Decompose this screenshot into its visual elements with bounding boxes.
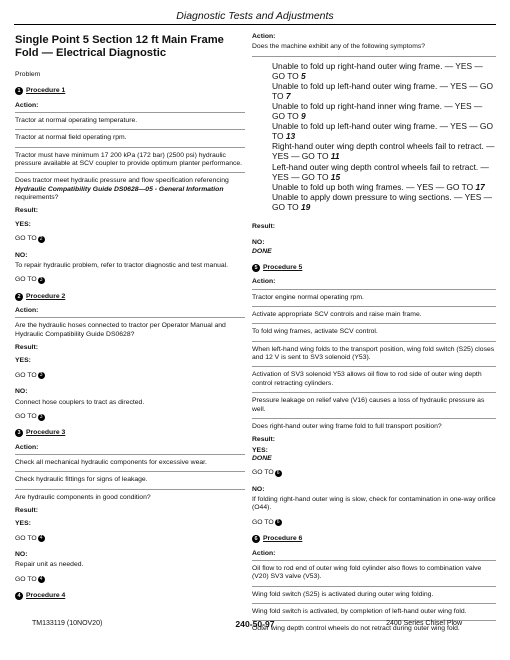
- divider: [252, 306, 496, 307]
- symptom-question: Does the machine exhibit any of the following symptoms?: [252, 43, 426, 51]
- goto-number: 11: [330, 151, 340, 162]
- procedure-4-heading: [15, 592, 245, 600]
- divider: [252, 366, 496, 367]
- action-step: Activation of SV3 solenoid Y53 allows oil flow to rod side of outer wing depth control retracting cylinders.: [252, 371, 482, 387]
- divider: [252, 603, 496, 604]
- action-step: Tractor at normal field operating rpm.: [15, 134, 127, 142]
- goto-text: GO TO: [15, 371, 37, 379]
- action-text: requirements?: [15, 194, 59, 202]
- goto-text: GO TO: [252, 469, 274, 477]
- symptom-item[interactable]: [252, 162, 496, 182]
- done-text: DONE: [252, 455, 272, 462]
- action-step: Outer wing depth control wheels do not retract during outer wing fold.: [252, 625, 460, 633]
- action-label: Action:: [252, 549, 276, 557]
- action-step: Check all mechanical hydraulic components for excessive wear.: [15, 458, 207, 466]
- guide-reference-link[interactable]: Hydraulic Compatibility Guide DS0628—05 - General Information: [15, 185, 224, 193]
- divider: [252, 323, 496, 324]
- goto-link[interactable]: [15, 276, 245, 284]
- divider: [15, 489, 245, 490]
- no-text: If folding right-hand outer wing is slow, check for contamination in one-way orifice (O44).: [252, 496, 496, 512]
- symptom-text: Unable to fold up left-hand outer wing frame. — YES — GO TO: [272, 80, 493, 101]
- divider: [252, 418, 496, 419]
- procedure-5-heading: [252, 264, 496, 272]
- result-label: Result:: [252, 436, 276, 444]
- divider: [252, 586, 496, 587]
- footer-product-name: 2400 Series Chisel Plow: [386, 620, 462, 627]
- goto-number-badge: 4: [38, 535, 45, 542]
- procedure-6-heading: [252, 535, 496, 543]
- goto-text: GO TO: [15, 235, 37, 243]
- no-text: Connect hose couplers to tract as directed.: [15, 398, 145, 406]
- section-title: Single Point 5 Section 12 ft Main Frame Fold — Electrical Diagnostic: [15, 34, 224, 60]
- divider: [15, 112, 245, 113]
- divider: [15, 129, 245, 130]
- goto-number-badge: 4: [38, 576, 45, 583]
- no-text: To repair hydraulic problem, refer to tractor diagnostic and test manual.: [15, 261, 229, 269]
- goto-number: 17: [475, 181, 485, 192]
- goto-number-badge: 2: [38, 236, 45, 243]
- divider: [15, 172, 245, 173]
- divider: [252, 56, 496, 57]
- action-label: Action:: [252, 278, 276, 286]
- yes-label: YES:: [252, 446, 268, 454]
- action-step: [15, 177, 245, 202]
- result-label: Result:: [15, 207, 39, 215]
- symptom-item[interactable]: [252, 141, 496, 161]
- symptom-text: Unable to apply down pressure to wing sections. — YES — GO TO: [272, 191, 493, 212]
- goto-number: 7: [285, 90, 291, 101]
- goto-text: GO TO: [252, 518, 274, 526]
- action-step: Are the hydraulic hoses connected to tractor per Operator Manual and Hydraulic Compatibility Guide DS0628?: [15, 322, 226, 338]
- symptom-item[interactable]: [252, 192, 496, 212]
- action-step: Tractor at normal operating temperature.: [15, 116, 138, 124]
- action-label: Action:: [252, 33, 276, 40]
- action-step: Does right-hand outer wing frame fold to full transport position?: [252, 422, 442, 430]
- page-header: Diagnostic Tests and Adjustments: [176, 10, 334, 22]
- goto-number: 19: [301, 201, 311, 212]
- action-step: Wing fold switch (S25) is activated during outer wing folding.: [252, 590, 434, 598]
- symptom-item[interactable]: [252, 81, 496, 101]
- footer-page-number: 240-50-97: [235, 619, 275, 629]
- action-step: Are hydraulic components in good condition?: [15, 493, 151, 501]
- goto-link[interactable]: [15, 235, 245, 243]
- symptom-item[interactable]: [252, 101, 496, 121]
- goto-text: GO TO: [15, 276, 37, 284]
- goto-number-badge: 6: [275, 470, 282, 477]
- divider: [15, 147, 245, 148]
- action-label: Action:: [15, 306, 39, 314]
- procedure-2-heading: [15, 293, 245, 301]
- yes-label: YES:: [15, 357, 31, 365]
- symptom-text: Unable to fold up right-hand inner wing frame. — YES — GO TO: [272, 101, 483, 122]
- action-step: To fold wing frames, activate SCV control.: [252, 328, 378, 336]
- yes-label: YES:: [15, 220, 31, 228]
- goto-number: 15: [330, 171, 341, 182]
- goto-link[interactable]: [15, 535, 245, 543]
- divider: [15, 317, 245, 318]
- goto-number-badge: 6: [275, 519, 282, 526]
- symptom-text: Unable to fold up left-hand outer wing frame. — YES — GO TO: [272, 121, 493, 142]
- symptom-text: Right-hand outer wing depth control wheels fail to retract. —YES — GO TO: [272, 141, 495, 162]
- procedure-1-heading: [15, 87, 245, 95]
- symptom-item[interactable]: [252, 121, 496, 141]
- action-step: When left-hand wing folds to the transport position, wing fold switch (S25) closes and 12 V is sent to SV3 solenoid (Y53).: [252, 345, 495, 362]
- action-step: Activate appropriate SCV controls and raise main frame.: [252, 311, 422, 319]
- spacer: [252, 212, 496, 218]
- no-text: Repair unit as needed.: [15, 561, 84, 569]
- left-column: [15, 30, 245, 607]
- footer-doc-id: TM133119 (10NOV20): [32, 620, 103, 627]
- procedure-number-badge: 5: [252, 264, 260, 272]
- symptom-item[interactable]: [252, 61, 496, 81]
- procedure-title: Procedure 4: [26, 592, 66, 600]
- goto-link[interactable]: [252, 469, 496, 477]
- goto-number-badge: 3: [38, 277, 45, 284]
- goto-link[interactable]: [15, 372, 245, 380]
- goto-text: GO TO: [15, 534, 37, 542]
- divider: [15, 471, 245, 472]
- goto-number: 13: [285, 131, 296, 142]
- symptom-text: Left-hand outer wing depth control wheels fail to retract. — YES — GO TO: [272, 161, 489, 182]
- action-label: Action:: [15, 443, 39, 451]
- action-text: Does tractor meet hydraulic pressure and flow specification referencing: [15, 177, 229, 185]
- right-column: [252, 30, 496, 638]
- goto-link[interactable]: [15, 576, 245, 584]
- divider: [15, 454, 245, 455]
- header-rule: [14, 24, 496, 25]
- no-label: NO:: [15, 388, 28, 396]
- procedure-title: Procedure 5: [263, 263, 303, 271]
- result-label: Result:: [15, 344, 39, 352]
- no-label: NO:: [252, 239, 265, 247]
- procedure-title: Procedure 6: [263, 535, 303, 543]
- goto-number-badge: 3: [38, 372, 45, 379]
- procedure-title: Procedure 3: [26, 429, 66, 437]
- action-step: Tractor engine normal operating rpm.: [252, 293, 364, 301]
- action-label: Action:: [15, 101, 39, 109]
- result-label: Result:: [15, 507, 39, 515]
- action-step: Tractor must have minimum 17 200 kPa (172 bar) (2500 psi) hydraulic pressure available at SCV coupler to provide optimum planter performance.: [15, 151, 243, 168]
- divider: [252, 392, 496, 393]
- done-text: DONE: [252, 247, 272, 255]
- action-step: Oil flow to rod end of outer wing fold cylinder also flows to combination valve (V20) SV3 valve (V53).: [252, 564, 482, 581]
- symptom-item[interactable]: [252, 182, 496, 192]
- divider: [252, 560, 496, 561]
- goto-number: 9: [301, 111, 306, 122]
- problem-label: Problem: [15, 70, 41, 78]
- procedure-number-badge: 1: [15, 87, 23, 95]
- procedure-number-badge: 3: [15, 429, 23, 437]
- no-label: NO:: [15, 551, 28, 559]
- goto-number: 5: [301, 70, 306, 81]
- procedure-3-heading: [15, 429, 245, 437]
- goto-link[interactable]: [252, 519, 496, 527]
- procedure-number-badge: 4: [15, 592, 23, 600]
- goto-number-badge: 3: [38, 414, 45, 421]
- no-label: NO:: [252, 485, 265, 493]
- symptom-text: Unable to fold up both wing frames. — YES — GO TO: [272, 181, 476, 192]
- goto-text: GO TO: [15, 412, 37, 420]
- goto-text: GO TO: [15, 575, 37, 583]
- divider: [252, 341, 496, 342]
- procedure-number-badge: 2: [15, 293, 23, 301]
- symptom-text: Unable to fold up right-hand outer wing frame. — YES — GO TO: [272, 60, 483, 81]
- no-label: NO:: [15, 251, 28, 259]
- procedure-number-badge: 6: [252, 535, 260, 543]
- action-step: Wing fold switch is activated, by completion of left-hand outer wing fold.: [252, 607, 467, 615]
- action-step: Pressure leakage on relief valve (V16) causes a loss of hydraulic pressure as well.: [252, 397, 485, 413]
- action-step: Check hydraulic fittings for signs of leakage.: [15, 476, 148, 484]
- procedure-title: Procedure 1: [26, 87, 66, 95]
- divider: [252, 289, 496, 290]
- goto-link[interactable]: [15, 413, 245, 421]
- yes-label: YES:: [15, 520, 31, 528]
- procedure-title: Procedure 2: [26, 292, 66, 300]
- result-label: Result:: [252, 222, 276, 230]
